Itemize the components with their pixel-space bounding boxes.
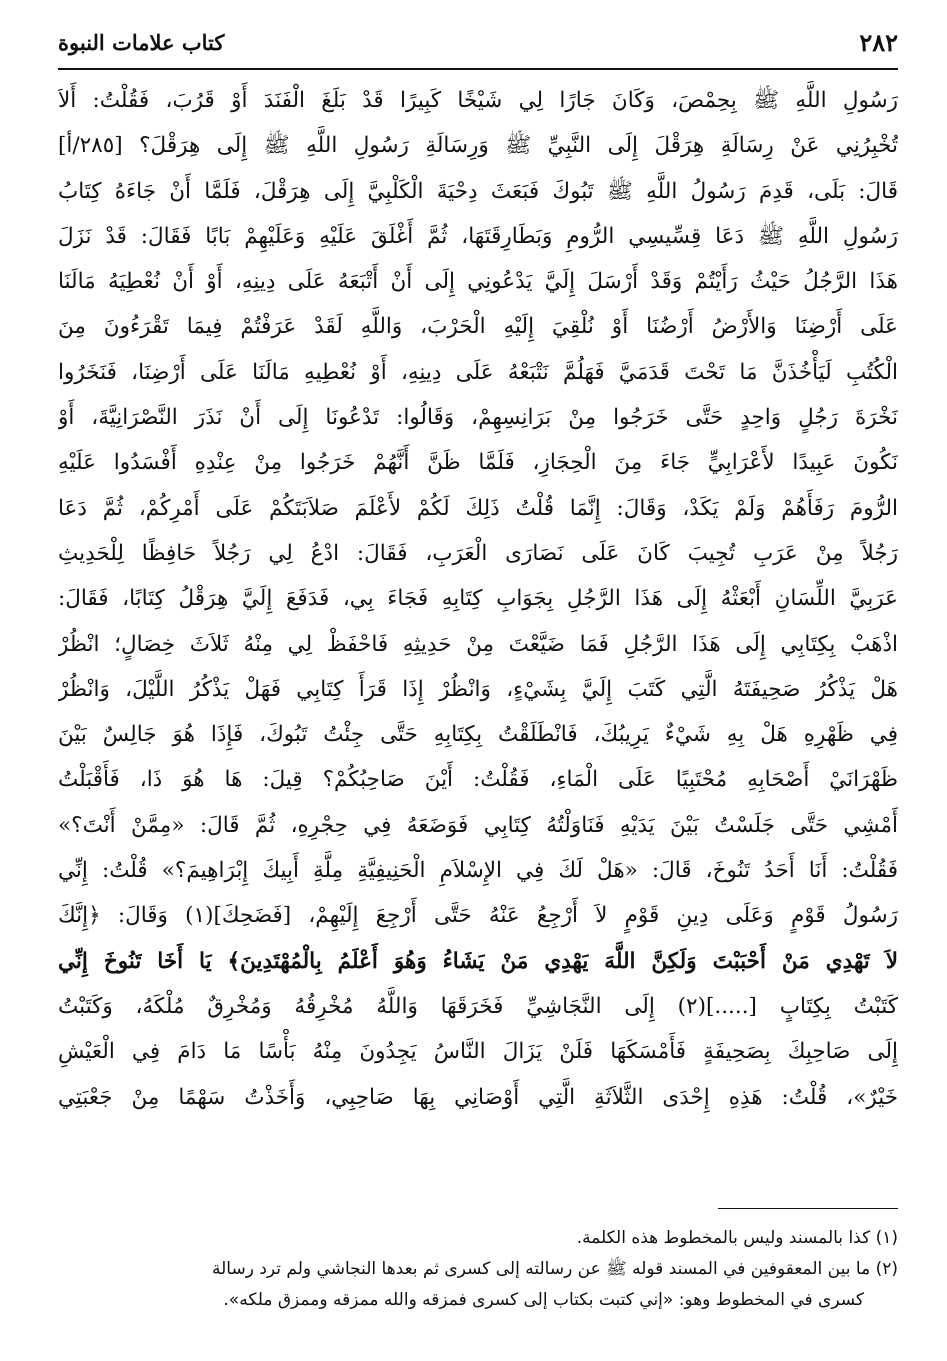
text-line: إِلَى صَاحِبِكَ بِصَحِيفَةٍ فَأَمْسَكَهَا فَلَنْ يَزَالَ النَّاسُ يَجِدُونَ مِنْهُ بَأْسًا مَا دَامَ فِي الْعَيْشِ: [58, 1039, 898, 1065]
footnote-2-continuation: كسرى في المخطوط وهو: «إني كتبت بكتاب إلى كسرى فمزقه والله ممزقه وممزق ملكه».: [223, 1290, 864, 1310]
footnotes: [58, 1223, 898, 1316]
text-line: عَرَبِيَّ اللِّسَانِ أَبْعَثْهُ إِلَى هَذَا الرَّجُلِ بِجَوَابِ كِتَابِهِ فَجَاءَ بِي، فَدَفَعَ إِلَيَّ هِرَقْلُ كِتَابًا، فَقَالَ:: [58, 586, 898, 612]
text-line: رَسُولِ اللَّهِ ﷺ بِحِمْصَ، وَكَانَ جَارًا لِي شَيْخًا كَبِيرًا قَدْ بَلَغَ الْفَنَدَ أَوْ قَرُبَ، فَقُلْتُ: أَلاَ: [58, 88, 898, 113]
text-line: رَسُولُ قَوْمٍ وَعَلَى دِينِ قَوْمٍ لاَ أَرْجِعُ عَنْهُ حَتَّى أَرْجِعَ إِلَيْهِمْ، [فَضَحِكَ](١) وَقَالَ: ﴿إِنَّكَ: [58, 903, 898, 929]
main-text: [58, 78, 898, 1120]
footnote-2: (٢) ما بين المعقوفين في المسند قوله ﷺ عن رسالته إلى كسرى ثم بعدها النجاشي ولم ترد رسالة: [212, 1259, 898, 1279]
footnote-1: (١) كذا بالمسند وليس بالمخطوط هذه الكلمة.: [576, 1228, 898, 1248]
text-line: فِي ظَهْرِهِ هَلْ بِهِ شَيْءٌ يَرِيبُكَ، فَانْطَلَقْتُ بِكِتَابِهِ حَتَّى جِئْتُ تَبُوكَ، فَإِذَا هُوَ جَالِسٌ بَيْنَ: [58, 722, 898, 748]
text-line: هَلْ يَذْكُرُ صَحِيفَتَهُ الَّتِي كَتَبَ إِلَيَّ بِشَيْءٍ، وَانْظُرْ إِذَا قَرَأَ كِتَابِي فَهَلْ يَذْكُرُ اللَّيْلَ، وَانْظُرْ: [58, 676, 898, 702]
text-line: فَقُلْتُ: أَنَا أَحَدُ تَنُوخَ، قَالَ: «هَلْ لَكَ فِي الإِسْلاَمِ الْحَنِيفِيَّةِ مِلَّةِ أَبِيكَ إِبْرَاهِيمَ؟» قُلْتُ: إِنِّي: [58, 858, 898, 884]
header-divider: [58, 68, 898, 70]
text-line: أَمْشِي حَتَّى جَلَسْتُ بَيْنَ يَدَيْهِ فَنَاوَلْتُهُ كِتَابِي فَوَضَعَهُ فِي حِجْرِهِ، ثُمَّ قَالَ: «مِمَّنْ أَنْتَ؟»: [58, 812, 898, 838]
text-line: اذْهَبْ بِكِتَابِي إِلَى هَذَا الرَّجُلِ فَمَا ضَيَّعْتَ مِنْ حَدِيثِهِ فَاحْفَظْ لِي مِنْهُ ثَلاَثَ خِصَالٍ؛ انْظُرْ: [58, 631, 898, 657]
text-line: رَجُلاً مِنْ عَرَبِ تُجِيبَ كَانَ عَلَى نَصَارَى الْعَرَبِ، فَقَالَ: ادْعُ لِي رَجُلاً حَافِظًا لِلْحَدِيثِ: [58, 540, 898, 566]
text-line: نَخْرَةَ رَجُلٍ وَاحِدٍ حَتَّى خَرَجُوا مِنْ بَرَانِسِهِمْ، وَقَالُوا: تَدْعُونَا إِلَى أَنْ نَذَرَ النَّصْرَانِيَّةَ، أَوْ: [58, 405, 898, 431]
book-page: [58, 28, 898, 1338]
footnote-divider: [718, 1208, 898, 1209]
text-line: الْكُتُبِ لَيَأْخُذَنَّ مَا تَحْتَ قَدَمَيَّ فَهَلُمَّ نَتْبَعْهُ عَلَى دِينِهِ، أَوْ نُعْطِيهِ مَالَنَا عَلَى أَرْضِنَا، فَنَخَرُوا: [58, 359, 898, 385]
text-line: رَسُولِ اللَّهِ ﷺ دَعَا قِسِّيسِي الرُّومِ وَبَطَارِقَتَهَا، ثُمَّ أَغْلَقَ عَلَيْهِ وَعَلَيْهِمْ بَابًا فَقَالَ: قَدْ نَزَلَ: [58, 223, 898, 249]
quran-verse-line: لاَ تَهْدِي مَنْ أَحْبَبْتَ وَلَكِنَّ اللَّهَ يَهْدِي مَنْ يَشَاءُ وَهُوَ أَعْلَمُ بِالْمُهْتَدِينَ﴾ يَا أَخَا تَنُوخَ إِنِّي: [58, 948, 898, 974]
running-title: كتاب علامات النبوة: [58, 30, 225, 55]
text-line: ظَهْرَانَيْ أَصْحَابِهِ مُحْتَبِيًا عَلَى الْمَاءِ، فَقُلْتُ: أَيْنَ صَاحِبُكُمْ؟ قِيلَ: هَا هُوَ ذَا، فَأَقْبَلْتُ: [58, 767, 898, 793]
text-line: نَكُونَ عَبِيدًا لأَعْرَابِيٍّ جَاءَ مِنَ الْحِجَازِ، فَلَمَّا ظَنَّ أَنَّهُمْ خَرَجُوا مِنْ عِنْدِهِ أَفْسَدُوا عَلَيْهِ: [58, 450, 898, 476]
text-line: قَالَ: بَلَى، قَدِمَ رَسُولُ اللَّهِ ﷺ تَبُوكَ فَبَعَثَ دِحْيَةَ الْكَلْبِيَّ إِلَى هِرَقْلَ، فَلَمَّا أَنْ جَاءَهُ كِتَابُ: [58, 178, 898, 204]
text-line: هَذَا الرَّجُلُ حَيْثُ رَأَيْتُمْ وَقَدْ أَرْسَلَ إِلَيَّ يَدْعُونِي إِلَى أَنْ أَتْبَعَهُ عَلَى دِينِهِ، أَوْ أَنْ نُعْطِيَهُ مَالَنَا: [58, 269, 898, 295]
text-line: عَلَى أَرْضِنَا وَالأَرْضُ أَرْضُنَا أَوْ نُلْقِيَ إِلَيْهِ الْحَرْبَ، وَاللَّهِ لَقَدْ عَرَفْتُمْ فِيمَا تَقْرَءُونَ مِنَ: [58, 314, 898, 340]
page-header: [58, 28, 898, 68]
page-number: ٢٨٢: [859, 28, 898, 57]
text-line: خَيْرٌ»، قُلْتُ: هَذِهِ إِحْدَى الثَّلاَثَةِ الَّتِي أَوْصَانِي بِهَا صَاحِبِي، وَأَخَذْتُ سَهْمًا مِنْ جَعْبَتِي: [58, 1084, 898, 1110]
text-line: كَتَبْتُ بِكِتَابٍ [.....](٢) إِلَى النَّجَاشِيِّ فَخَرَقَهَا وَاللَّهُ مُخْرِقُهُ وَمُخْرِقٌ مُلْكَهُ، وَكَتَبْتُ: [58, 993, 898, 1019]
text-line: الرُّومَ رَفَأَهُمْ وَلَمْ يَكَدْ، وَقَالَ: إِنَّمَا قُلْتُ ذَلِكَ لَكُمْ لأَعْلَمَ صَلاَبَتَكُمْ عَلَى أَمْرِكُمْ، ثُمَّ دَعَا: [58, 495, 898, 521]
text-line: تُخْبِرُنِي عَنْ رِسَالَةِ هِرَقْلَ إِلَى النَّبِيِّ ﷺ وَرِسَالَةِ رَسُولِ اللَّهِ ﷺ إِلَى هِرَقْلَ؟ [٢٨٥/أ]: [58, 133, 898, 159]
